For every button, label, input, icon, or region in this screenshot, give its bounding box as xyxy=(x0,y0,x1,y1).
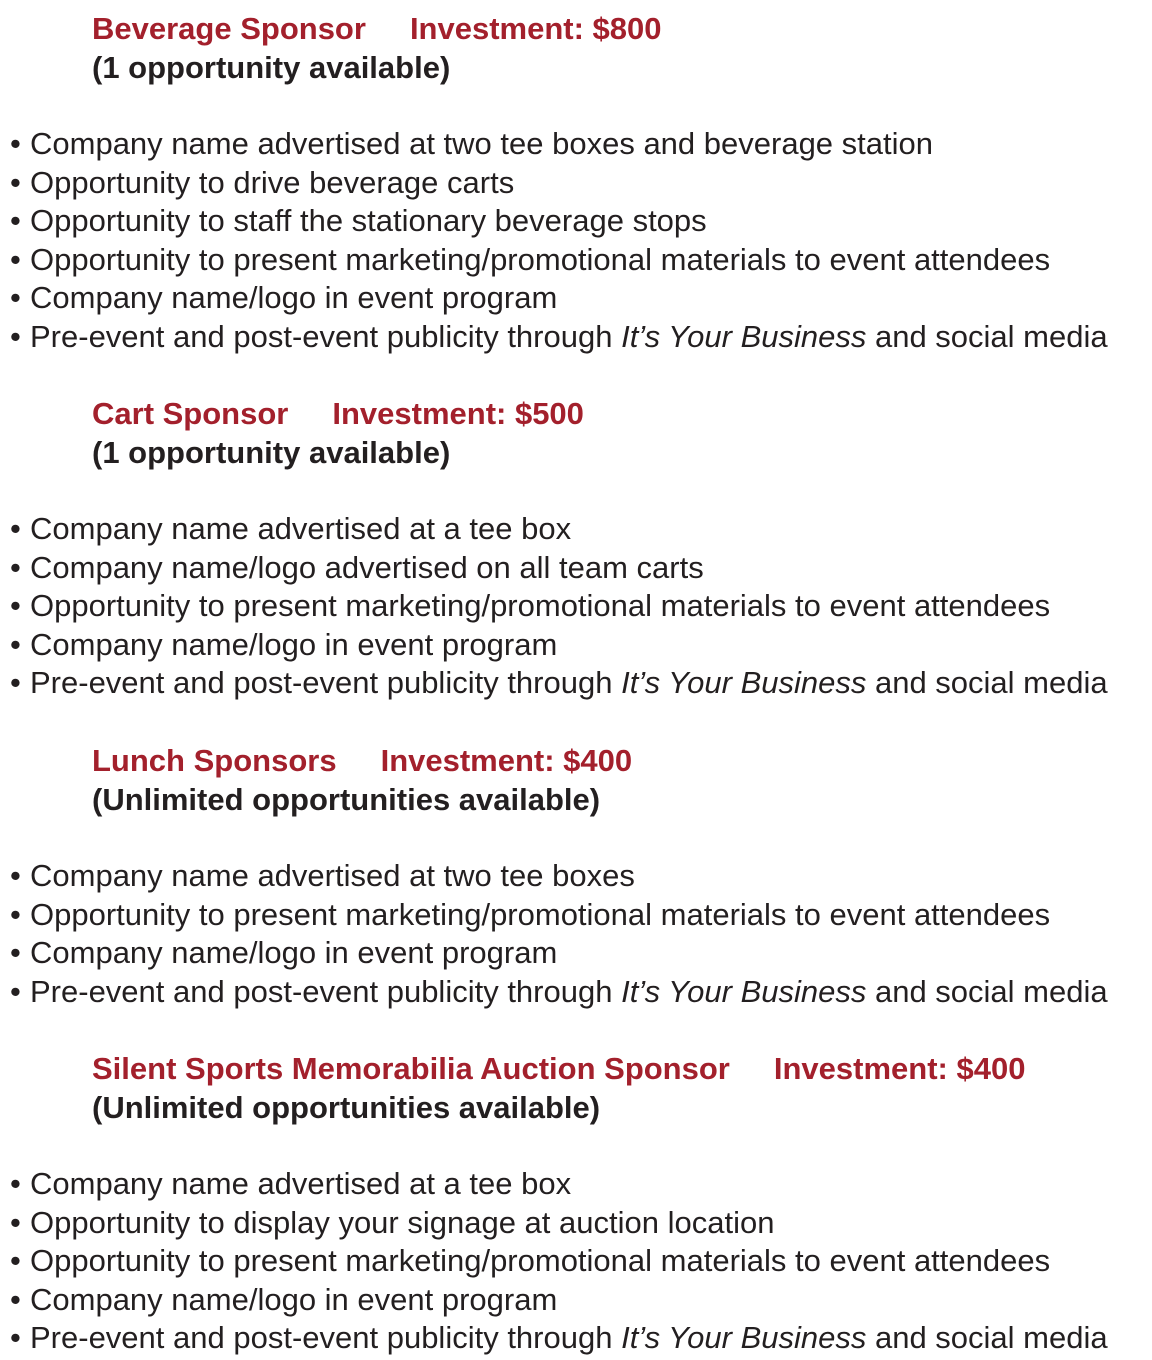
publication-name: It’s Your Business xyxy=(621,1320,867,1356)
bullet-icon: • xyxy=(10,896,21,932)
beverage-sponsor-section xyxy=(0,10,1152,357)
benefit-item: • Company name/logo in event program xyxy=(10,626,1152,665)
benefit-item: • Pre-event and post-event publicity through It’s Your Business and social media xyxy=(10,664,1152,703)
cart-sponsor-section xyxy=(0,395,1152,703)
bullet-icon: • xyxy=(10,318,21,354)
benefit-item: • Opportunity to present marketing/promotional materials to event attendees xyxy=(10,587,1152,626)
bullet-icon: • xyxy=(10,1166,21,1201)
sponsor-investment: Investment: $400 xyxy=(773,1051,1026,1086)
sponsor-title: Cart Sponsor xyxy=(92,396,289,431)
bullet-icon: • xyxy=(10,665,21,701)
benefit-item: • Company name/logo in event program xyxy=(10,1281,1152,1320)
bullet-icon: • xyxy=(10,280,21,316)
bullet-icon: • xyxy=(10,241,21,277)
bullet-icon: • xyxy=(10,973,21,1009)
auction-sponsor-section xyxy=(0,1050,1152,1358)
benefit-list xyxy=(10,1165,1152,1358)
publication-name: It’s Your Business xyxy=(621,318,867,354)
benefit-item: • Pre-event and post-event publicity through It’s Your Business and social media xyxy=(10,1319,1152,1358)
benefit-item: • Pre-event and post-event publicity through It’s Your Business and social media xyxy=(10,973,1152,1012)
benefit-item: • Company name advertised at two tee boxes xyxy=(10,857,1152,896)
benefit-list xyxy=(10,857,1152,1011)
bullet-icon: • xyxy=(10,935,21,971)
benefit-item: • Opportunity to display your signage at auction location xyxy=(10,1204,1152,1243)
bullet-icon: • xyxy=(10,511,21,546)
benefit-item: • Opportunity to staff the stationary beverage stops xyxy=(10,202,1152,241)
bullet-icon: • xyxy=(10,549,21,585)
benefit-item: • Opportunity to present marketing/promotional materials to event attendees xyxy=(10,896,1152,935)
sponsor-title: Lunch Sponsors xyxy=(92,743,337,778)
sponsor-availability: (1 opportunity available) xyxy=(92,435,451,470)
sponsor-availability: (Unlimited opportunities available) xyxy=(92,782,601,817)
lunch-sponsors-section xyxy=(0,742,1152,1011)
sponsor-title: Beverage Sponsor xyxy=(92,11,366,46)
benefit-item: • Pre-event and post-event publicity through It’s Your Business and social media xyxy=(10,318,1152,357)
sponsor-availability: (Unlimited opportunities available) xyxy=(92,1090,601,1125)
sponsor-investment: Investment: $400 xyxy=(380,743,633,778)
bullet-icon: • xyxy=(10,203,21,239)
benefit-item: • Company name/logo advertised on all team carts xyxy=(10,549,1152,588)
sponsor-availability: (1 opportunity available) xyxy=(92,50,451,85)
sponsor-header xyxy=(92,742,1152,820)
bullet-icon: • xyxy=(10,126,21,161)
benefit-item: • Opportunity to present marketing/promotional materials to event attendees xyxy=(10,241,1152,280)
bullet-icon: • xyxy=(10,1320,21,1356)
publication-name: It’s Your Business xyxy=(621,973,867,1009)
benefit-item: • Company name advertised at a tee box xyxy=(10,510,1152,549)
benefit-item: • Company name/logo in event program xyxy=(10,934,1152,973)
benefit-item: • Company name advertised at a tee box xyxy=(10,1165,1152,1204)
sponsor-header xyxy=(92,10,1152,88)
bullet-icon: • xyxy=(10,1243,21,1279)
bullet-icon: • xyxy=(10,626,21,662)
sponsor-title: Silent Sports Memorabilia Auction Sponsor xyxy=(92,1051,730,1086)
sponsor-investment: Investment: $500 xyxy=(332,396,584,431)
benefit-item: • Opportunity to drive beverage carts xyxy=(10,164,1152,203)
bullet-icon: • xyxy=(10,1204,21,1240)
sponsor-header xyxy=(92,395,1152,473)
benefit-item: • Opportunity to present marketing/promotional materials to event attendees xyxy=(10,1242,1152,1281)
bullet-icon: • xyxy=(10,164,21,200)
sponsor-investment: Investment: $800 xyxy=(409,11,662,46)
benefit-item: • Company name advertised at two tee boxes and beverage station xyxy=(10,125,1152,164)
publication-name: It’s Your Business xyxy=(621,665,867,701)
bullet-icon: • xyxy=(10,858,21,893)
benefit-list xyxy=(10,510,1152,703)
sponsor-header xyxy=(92,1050,1152,1128)
benefit-item: • Company name/logo in event program xyxy=(10,279,1152,318)
bullet-icon: • xyxy=(10,588,21,624)
bullet-icon: • xyxy=(10,1281,21,1317)
benefit-list xyxy=(10,125,1152,357)
